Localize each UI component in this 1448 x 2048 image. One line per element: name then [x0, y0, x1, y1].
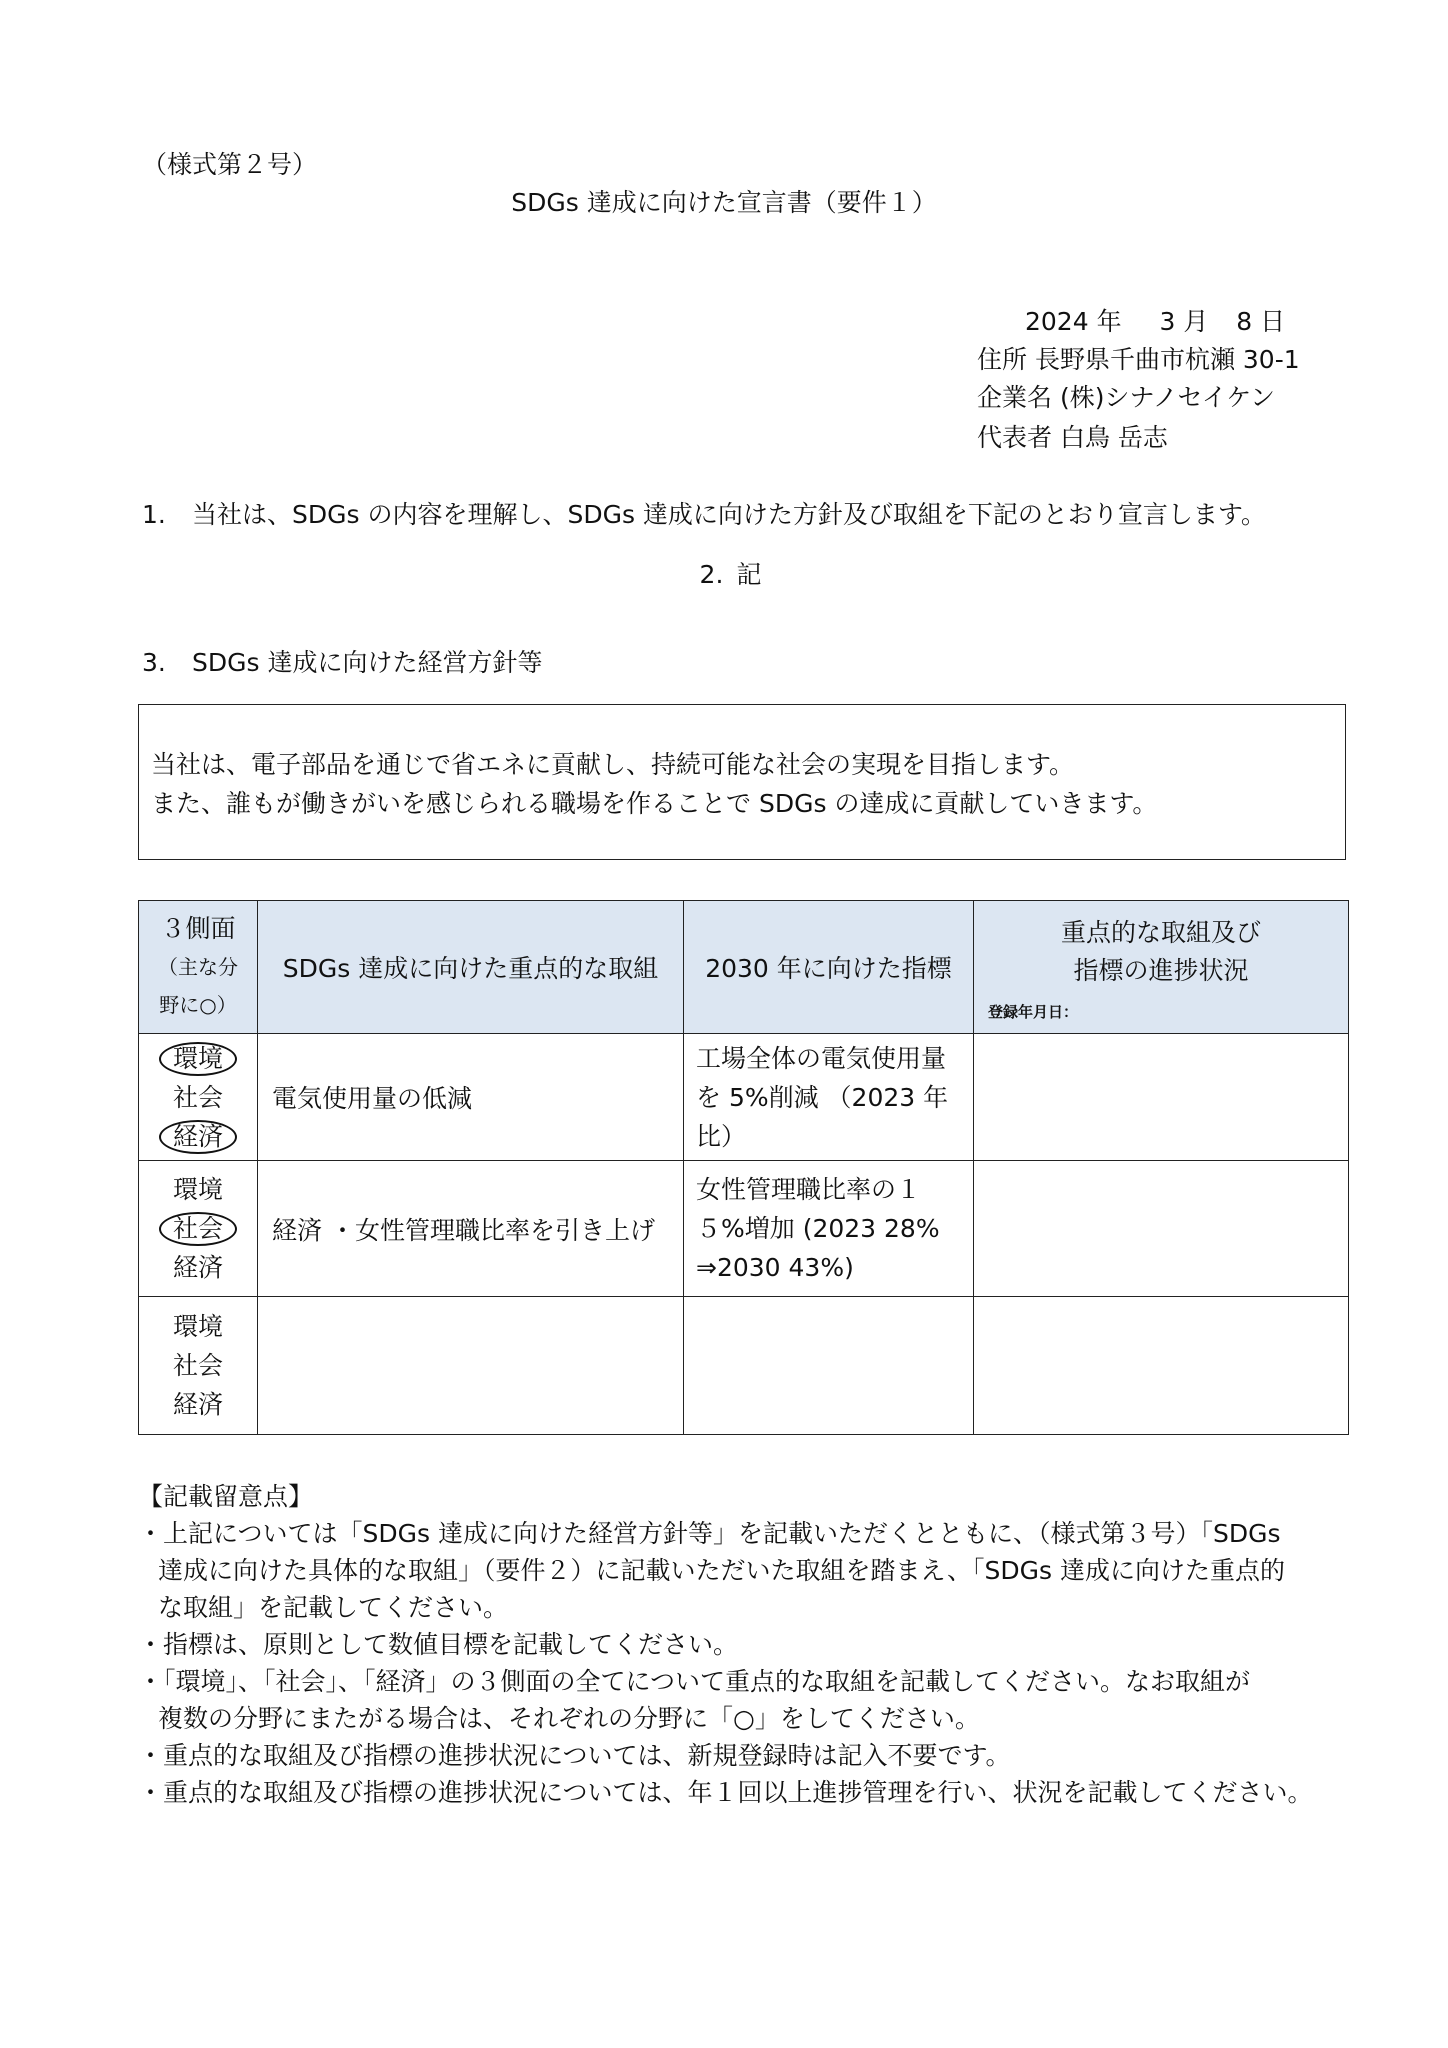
note-line: 複数の分野にまたがる場合は、それぞれの分野に「○」をしてください。: [158, 1704, 980, 1733]
note-line: 達成に向けた具体的な取組」（要件２）に記載いただいた取組を踏まえ、「SDGs 達成に向けた重点的: [158, 1556, 1285, 1585]
aspect-society-circled: 社会: [159, 1212, 237, 1246]
aspect-environment: 環境: [172, 1312, 223, 1341]
header-aspects-line-1: ３側面: [160, 914, 236, 943]
header-aspects-line-3: 野に○）: [159, 993, 237, 1017]
notes-section: [138, 1478, 1313, 1811]
form-number: （様式第２号）: [142, 150, 318, 179]
header-aspects: [139, 901, 258, 1034]
section-3-text: SDGs 達成に向けた経営方針等: [192, 648, 543, 677]
policy-line-2: また、誰もが働きがいを感じられる職場を作ることで SDGs の達成に貢献していきます。: [151, 789, 1158, 818]
indicator-cell: [684, 1297, 974, 1435]
indicator-line: 比）: [696, 1121, 747, 1151]
note-line: ・上記については「SDGs 達成に向けた経営方針等」を記載いただくとともに、（様式第３号）「SDGs: [138, 1519, 1281, 1548]
aspect-economy: 経済: [172, 1253, 223, 1282]
note-line: ・重点的な取組及び指標の進捗状況については、年１回以上進捗管理を行い、状況を記載してください。: [138, 1778, 1313, 1807]
indicator-line: ⇒2030 43%): [696, 1253, 854, 1282]
table-header-row: [139, 901, 1349, 1034]
applicant-company: 企業名 (株)シナノセイケン: [977, 383, 1275, 412]
section-1-text: 当社は、SDGs の内容を理解し、SDGs 達成に向けた方針及び取組を下記のとおり宣言します。: [192, 500, 1266, 529]
indicator-line: ５%増加 (2023 28%: [696, 1214, 940, 1243]
header-aspects-line-2: （主な分: [158, 955, 238, 979]
header-indicator: 2030 年に向けた指標: [684, 901, 974, 1034]
aspect-economy: 経済: [172, 1390, 223, 1419]
document-title: SDGs 達成に向けた宣言書（要件１）: [511, 188, 937, 217]
aspect-society: 社会: [172, 1351, 223, 1380]
notes-heading: 【記載留意点】: [138, 1482, 314, 1511]
policy-line-1: 当社は、電子部品を通じで省エネに貢献し、持続可能な社会の実現を目指します。: [151, 750, 1075, 779]
table-row: [139, 1297, 1349, 1435]
section-3: [142, 643, 542, 679]
aspect-cell: [139, 1161, 258, 1297]
date-month: 3 月: [1159, 307, 1209, 336]
table-row: [139, 1161, 1349, 1297]
date-day: 8 日: [1236, 307, 1286, 336]
header-progress: [974, 901, 1349, 1034]
applicant-address: 住所 長野県千曲市杭瀬 30-1: [977, 345, 1300, 374]
section-2-text: 記: [736, 560, 762, 589]
date-year: 2024 年: [1025, 307, 1122, 336]
header-initiative: SDGs 達成に向けた重点的な取組: [258, 901, 684, 1034]
table-row: [139, 1034, 1349, 1161]
applicant-representative: 代表者 白鳥 岳志: [977, 423, 1168, 452]
indicator-cell: [684, 1034, 974, 1161]
management-policy-box: [138, 704, 1346, 860]
aspect-environment-circled: 環境: [159, 1042, 237, 1076]
section-1: [142, 495, 1266, 531]
registration-date-label: 登録年月日：: [988, 1003, 1079, 1021]
indicator-cell: [684, 1161, 974, 1297]
declaration-date: [1025, 302, 1285, 338]
initiative-cell: [258, 1297, 684, 1435]
indicator-line: を 5%削減 （2023 年: [696, 1082, 949, 1112]
indicator-line: 女性管理職比率の１: [696, 1175, 922, 1204]
aspect-cell: [139, 1034, 258, 1161]
focus-initiatives-table: [138, 900, 1349, 1435]
aspect-environment: 環境: [172, 1175, 223, 1204]
progress-cell: [974, 1161, 1349, 1297]
progress-cell: [974, 1297, 1349, 1435]
note-line: ・重点的な取組及び指標の進捗状況については、新規登録時は記入不要です。: [138, 1741, 1011, 1770]
header-progress-line-2: 指標の進捗状況: [1073, 956, 1249, 985]
section-3-number: 3.: [142, 648, 166, 677]
header-progress-line-1: 重点的な取組及び: [1060, 918, 1261, 947]
section-1-number: 1.: [142, 500, 166, 529]
note-line: ・「環境」、「社会」、「経済」の３側面の全てについて重点的な取組を記載してください。なお取組が: [138, 1667, 1251, 1696]
section-2-number: 2.: [699, 560, 724, 589]
aspect-economy-circled: 経済: [159, 1120, 237, 1154]
aspect-cell: [139, 1297, 258, 1435]
note-line: な取組」を記載してください。: [158, 1593, 509, 1622]
progress-cell: [974, 1034, 1349, 1161]
initiative-cell: 電気使用量の低減: [258, 1034, 684, 1161]
indicator-line: 工場全体の電気使用量: [696, 1043, 947, 1073]
section-2: [0, 555, 1448, 591]
aspect-society: 社会: [172, 1082, 223, 1112]
note-line: ・指標は、原則として数値目標を記載してください。: [138, 1630, 739, 1659]
initiative-cell: 経済 ・女性管理職比率を引き上げ: [258, 1161, 684, 1297]
